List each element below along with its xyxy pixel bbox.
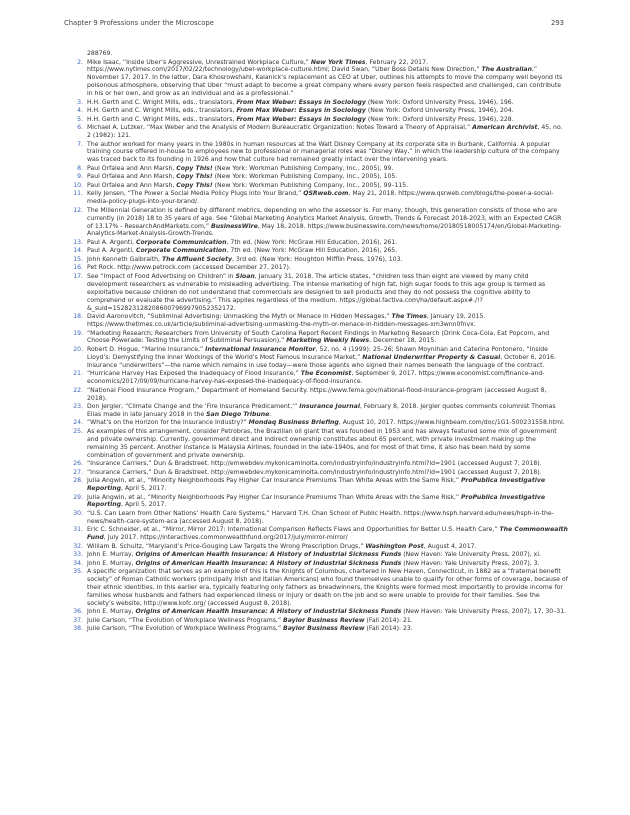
endnote-number[interactable]: 3.: [77, 98, 83, 106]
endnote-number[interactable]: 30.: [73, 509, 83, 517]
endnote-number[interactable]: 6.: [77, 124, 83, 132]
endnote: [73, 107, 568, 115]
endnote: [73, 273, 568, 313]
endnote: [73, 469, 568, 477]
endnote-text: As examples of this arrangement, consider Petrobras, the Brazilian oil giant that was founded in 1953 and has always featured some mix of government and private ownership. Currently, government direct and indirect ownership constitutes about 65 percent, with private investment making up the remaining 35 percent. Another instance is Malaysia Airlines, founded in the late-1940s, and for most of that time, it also has been held by some combination of government and private ownership.: [87, 427, 557, 459]
endnote: [73, 625, 568, 633]
endnote: [73, 428, 568, 460]
endnote-number[interactable]: 29.: [73, 493, 83, 501]
endnote-number[interactable]: 21.: [73, 370, 83, 378]
endnote: [73, 247, 568, 255]
endnote-number[interactable]: 11.: [73, 190, 83, 198]
endnote-text: “Marketing Research; Researchers from University of South Carolina Report Recent Findings in Marketing Research (Drink Coca-Cola, Eat Popcorn, and Choose Powerade: Testing the Limits of Subliminal Persuasion),” Marketing Weekly News, December 18, 2015.: [87, 329, 550, 345]
running-header: [64, 19, 564, 27]
endnote-text: David Aaronovitch, “Subliminal Advertising: Unmasking the Myth or Menace in Hidden Messages,” The Times, January 19, 2015. https://www.thetimes.co.uk/article/subliminal-advertising-unmasking-the-myth-or-menace-in-hidden-messages-xm3wnn0fnvx.: [87, 313, 486, 328]
endnote: [73, 460, 568, 468]
endnote: [73, 264, 568, 272]
endnote: [73, 124, 568, 140]
endnote-number[interactable]: 36.: [73, 608, 83, 616]
endnote-number[interactable]: 35.: [73, 568, 83, 576]
endnote-number[interactable]: 9.: [77, 173, 83, 181]
endnote-text: Paul A. Argenti, Corporate Communication, 7th ed. (New York: McGraw Hill Education, 2016), 261.: [87, 238, 398, 246]
endnote: [73, 116, 568, 124]
endnote: [73, 313, 568, 329]
endnote: [73, 256, 568, 264]
endnote-text: Paul A. Argenti, Corporate Communication, 7th ed. (New York: McGraw Hill Education, 2016), 265.: [87, 247, 398, 255]
endnote-number[interactable]: 23.: [73, 403, 83, 411]
endnote: [73, 165, 568, 173]
endnote-number[interactable]: 18.: [73, 313, 83, 321]
endnote-text: The Millennial Generation is defined by different metrics, depending on who the assessor is. For many, though, this generation consists of those who are currently (in 2018) 18 to 35 years of age. See “Global Marketing Analytics Market Analysis, Growth, Trends & Forecast 2018-2023, with an Expected CAGR of 13.17% - ResearchAndMarkets.com,” BusinessWire, May 18, 2018. https://www.businesswire.com/news/home/20180518005174/en/Global-Marketing-Analytics-Market-Analysis-Growth-Trends.: [87, 206, 562, 238]
endnote-text: A specific organization that serves as an example of this is the Knights of Columbus, chartered in New Haven, Connecticut, in 1882 as a “fraternal benefit society” of Roman Catholic workers (principally Irish and Italian Americans) who found themselves unable to qualify for other forms of coverage, because of their ethnic identities. In this earlier era, typically featuring only fathers as breadwinners, the Knights were formed most importantly to provide income for families whose husbands and fathers had experienced illness or injury or death on the job and so were unable to provide for their families. See the society’s website, http://www.kofc.org/ (accessed August 8, 2018).: [87, 568, 568, 607]
endnote-text: John E. Murray, Origins of American Health Insurance: A History of Industrial Sickness Funds (New Haven: Yale University Press, 2007), 3.: [87, 559, 540, 567]
endnote-number[interactable]: 19.: [73, 329, 83, 337]
endnote-text: John E. Murray, Origins of American Health Insurance: A History of Industrial Sickness Funds (New Haven: Yale University Press, 2007), 17, 30–31.: [87, 608, 567, 616]
endnote-number[interactable]: 31.: [73, 526, 83, 534]
endnote-text: H.H. Gerth and C. Wright Mills, eds., translators, From Max Weber: Essays in Sociology (New York: Oxford University Press, 1946), 204.: [87, 107, 514, 115]
endnote-number[interactable]: 12.: [73, 206, 83, 214]
endnote-number[interactable]: 10.: [73, 181, 83, 189]
endnote: [73, 494, 568, 510]
endnote-text: Julie Carlson, “The Evolution of Workplace Wellness Programs,” Baylor Business Review (Fall 2014): 21.: [87, 616, 413, 624]
endnote-number[interactable]: 34.: [73, 559, 83, 567]
endnote: [73, 403, 568, 419]
endnote-text: Robert D. Hogue, “Marine Insurance,” International Insurance Monitor, 52, no. 4 (1999): 25–26; Shawn Moynihan and Caterina Pontonero, “Inside Lloyd’s: Demystifying the Inner Workings of the World’s Most Famous Insurance Market,” National Underwriter Property & Casual, October 6, 2016. Insurance “underwriters”—the name which remains in use today—were those agents who signed their names beneath the language of the contract.: [87, 345, 557, 369]
endnote: [73, 477, 568, 493]
endnote-text: Paul Orfalea and Ann Marsh, Copy This! (New York: Workman Publishing Company, Inc., 2005), 99–115.: [87, 181, 409, 189]
endnote-text: “Hurricane Harvey Has Exposed the Inadequacy of Flood Insurance,” The Economist, September 9, 2017. https://www.economist.com/finance-and-economics/2017/09/09/hurricane-harvey-has-exposed-the-inadequacy-of-flood-insurance.: [87, 370, 545, 386]
endnote-number[interactable]: 24.: [73, 419, 83, 427]
endnote-text: H.H. Gerth and C. Wright Mills, eds., translators, From Max Weber: Essays in Sociology (New York: Oxford University Press, 1946), 228.: [87, 115, 514, 123]
endnote-text: “U.S. Can Learn from Other Nations’ Health Care Systems,” Harvard T.H. Chan School of Public Health. https://www.hsph.harvard.edu/news/hsph-in-the-news/health-care-system-aca (accessed August 8, 2018).: [87, 509, 554, 525]
endnote-text: H.H. Gerth and C. Wright Mills, eds., translators, From Max Weber: Essays in Sociology (New York: Oxford University Press, 1946), 196.: [87, 98, 514, 106]
endnote: [73, 608, 568, 616]
endnotes-list: [73, 50, 568, 634]
endnote-text: Paul Orfalea and Ann Marsh, Copy This! (New York: Workman Publishing Company, Inc., 2005), 99.: [87, 164, 394, 172]
endnote-text: William B. Schultz, “Maryland’s Price-Gouging Law Targets the Wrong Prescription Drugs,” Washington Post, August 4, 2017.: [87, 542, 477, 550]
endnote: [73, 141, 568, 165]
endnote-number[interactable]: 22.: [73, 386, 83, 394]
endnote: [73, 59, 568, 99]
endnote-text: “What’s on the Horizon for the Insurance Industry?” Mondaq Business Briefing, August 10, 2017. https://www.highbeam.com/doc/1G1-500231558.html.: [87, 419, 565, 427]
page-number: 293: [551, 19, 564, 27]
endnote: [73, 387, 568, 403]
endnote-number[interactable]: 32.: [73, 542, 83, 550]
endnote: [73, 190, 568, 206]
endnote: [73, 551, 568, 559]
endnote-text: Julia Angwin, et al., “Minority Neighborhoods Pay Higher Car Insurance Premiums Than White Areas with the Same Risk,” ProPublica Investigative Reporting, April 5, 2017.: [87, 477, 546, 493]
endnote-number[interactable]: 20.: [73, 345, 83, 353]
endnote-number[interactable]: 26.: [73, 460, 83, 468]
endnote-number[interactable]: 38.: [73, 625, 83, 633]
endnote-text: Eric C. Schneider, et al., “Mirror, Mirror 2017: International Comparison Reflects Flaws and Opportunities for Better U.S. Health Care,” The Commonwealth Fund, July 2017. https://interactives.commonwealthfund.org/2017/july/mirror-mirror/: [87, 526, 568, 542]
endnote-number[interactable]: 16.: [73, 264, 83, 272]
endnote-number[interactable]: 13.: [73, 238, 83, 246]
endnote-text: Michael A. Lutzker, “Max Weber and the Analysis of Modern Bureaucratic Organization: Notes Toward a Theory of Appraisal,” American Archivist, 45, no. 2 (1982): 121.: [87, 124, 563, 140]
endnote: [73, 526, 568, 542]
chapter-title: Chapter 9 Professions under the Microscope: [64, 19, 214, 27]
endnote-number[interactable]: 14.: [73, 247, 83, 255]
endnote-number[interactable]: 27.: [73, 468, 83, 476]
endnote-text: “Insurance Carriers,” Dun & Bradstreet. http://emwebdev.mykonicaminolta.com/industryinfo/industryinfo.html?id=1901 (accessed August 7, 2018).: [87, 460, 542, 468]
endnote-number[interactable]: 33.: [73, 551, 83, 559]
endnote: [73, 370, 568, 386]
endnote-number[interactable]: 2.: [77, 58, 83, 66]
endnote-number[interactable]: 17.: [73, 272, 83, 280]
endnote-text: Julie Carlson, “The Evolution of Workplace Wellness Programs,” Baylor Business Review (Fall 2014): 23.: [87, 625, 413, 633]
endnote: [73, 173, 568, 181]
endnote-number[interactable]: 8.: [77, 164, 83, 172]
endnote-text: Julia Angwin, et al., “Minority Neighborhoods Pay Higher Car Insurance Premiums Than White Areas with the Same Risk,” ProPublica Investigative Reporting, April 5, 2017.: [87, 493, 546, 509]
endnote-text: “Insurance Carriers,” Dun & Bradstreet. http://emwebdev.mykonicaminolta.com/industryinfo/industryinfo.html?id=1901 (accessed August 7, 2018).: [87, 468, 542, 476]
endnote-text: Kelly Jensen, “The Power a Social Media Policy Plugs into Your Brand,” QSRweb.com, May 21, 2018. https://www.qsrweb.com/blogs/the-power-a-social-media-policy-plugs-into-your-brand/.: [87, 190, 554, 206]
endnote: [73, 50, 568, 58]
endnote: [73, 543, 568, 551]
endnote: [73, 239, 568, 247]
endnote: [73, 419, 568, 427]
endnote-text: 288769.: [87, 50, 113, 57]
endnote-text: See “Impact of Food Advertising on Children” in Sloan, January 31, 2018. The article states, “children less than eight are viewed by many child development researchers as vulnerable to misleading advertising. The intense marketing of high fat, high sugar foods to this age group is termed as exploitative because children do not understand that commercials are designed to sell products and they do not possess the cognitive ability to comprehend or evaluate the advertising.” This applies regardless of the medium. https://global.factiva.com/ha/default.aspx#./!?&_suid=1528231282086007969979052352172.: [87, 272, 546, 312]
endnote-text: John E. Murray, Origins of American Health Insurance: A History of Industrial Sickness Funds (New Haven: Yale University Press, 2007), xi.: [87, 551, 541, 559]
endnote-number[interactable]: 37.: [73, 616, 83, 624]
endnote-number[interactable]: 15.: [73, 255, 83, 263]
endnote: [73, 510, 568, 526]
endnote-text: Paul Orfalea and Ann Marsh, Copy This! (New York: Workman Publishing Company, Inc., 2005), 105.: [87, 173, 398, 181]
endnote: [73, 99, 568, 107]
endnote-text: Mike Isaac, “Inside Uber’s Aggressive, Unrestrained Workplace Culture,” New York Times, February 22, 2017. https://www.nytimes.com/2017/02/22/technology/uber-workplace-culture.html; David Swan, “Uber Boss Details New Direction,” The Australian,” November 17, 2017. In the latter, Dara Khosrowshahi, Kalanick’s replacement as CEO at Uber, outlines his attempts to move the company well beyond its poisonous atmosphere, observing that Uber “must adapt to become a great company where every person feels respected and challenged, can contribute in his or her own, and grow as an individual and as a professional.”: [87, 58, 563, 98]
endnote-number[interactable]: 4.: [77, 107, 83, 115]
endnote: [73, 330, 568, 346]
endnote-text: John Kenneth Galbraith, The Affluent Society, 3rd ed. (New York: Houghton Mifflin Press, 1976), 103.: [87, 255, 403, 263]
endnote-number[interactable]: 7.: [77, 140, 83, 148]
endnote-number[interactable]: 28.: [73, 477, 83, 485]
endnote-text: The author worked for many years in the 1980s in human resources at the Walt Disney Company at its corporate site in Burbank, California. A popular training course offered in-house to employees new to professional or managerial roles was “Disney Way,” in which the leadership culture of the company was traced back to its founding in 1926 and how that culture had remained greatly intact over the intervening years.: [87, 140, 560, 164]
endnote-text: Don Jergler, “Climate Change and the ‘Fire Insurance Predicament,’” Insurance Journal, February 8, 2018. Jergler quotes comments columnist Thomas Elias made in late January 2018 in the San Diego Tribune.: [87, 403, 556, 418]
endnote: [73, 346, 568, 370]
endnote-text: Pet Rock. http://www.petrock.com (accessed December 27, 2017).: [87, 264, 291, 272]
endnote: [73, 207, 568, 239]
endnote-number[interactable]: 5.: [77, 115, 83, 123]
endnote: [73, 560, 568, 568]
endnote: [73, 617, 568, 625]
endnote: [73, 182, 568, 190]
endnote-text: “National Flood Insurance Program,” Department of Homeland Security. https://www.fema.gov/national-flood-insurance-program (accessed August 8, 2018).: [87, 386, 547, 402]
endnote: [73, 568, 568, 608]
endnote-number[interactable]: 25.: [73, 427, 83, 435]
